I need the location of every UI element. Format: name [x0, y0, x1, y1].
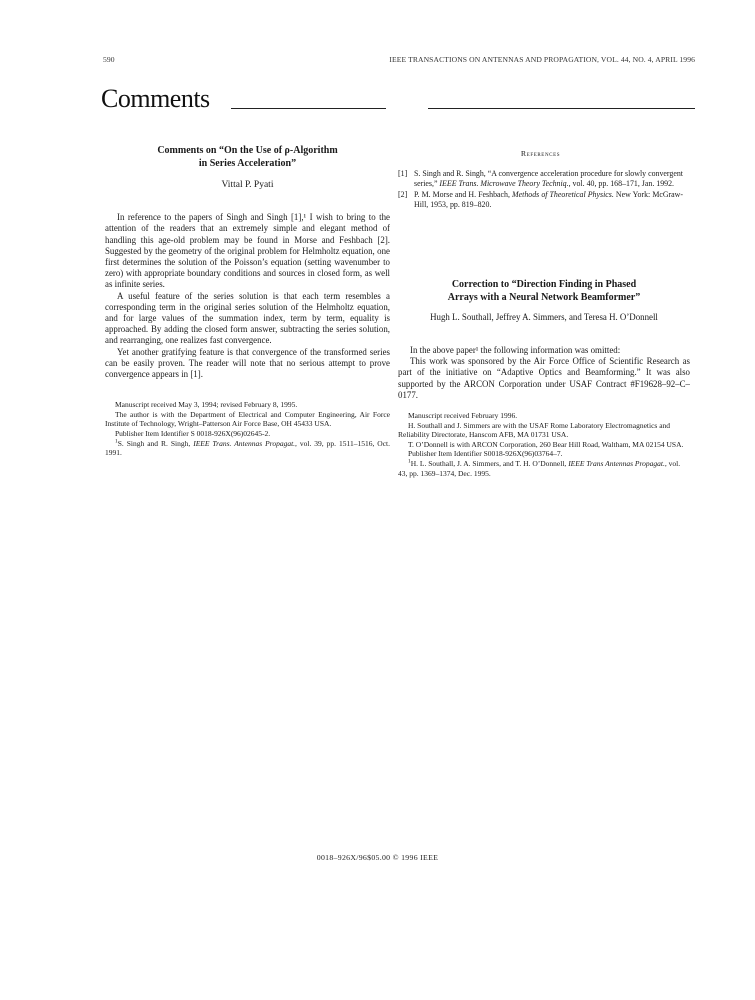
correction-article — [398, 278, 690, 478]
footnote-mark: 1 — [408, 458, 411, 465]
reference-journal: Methods of Theoretical Physics. — [512, 189, 614, 199]
paragraph: A useful feature of the series solution is that each term resembles a corresponding term in the original series solution of the Helmholtz equation, and for large values of the summation index, term by term, equality is approached. By adding the closed form answer, subtracting the series solution, and rearranging, one realizes fast convergence. — [105, 290, 390, 346]
paragraph: In reference to the papers of Singh and Singh [1],¹ I wish to bring to the attention of the readers that an extremely simple and elegant method of handling this age-old problem may be found in Morse and Feshbach [2]. Suggested by the geometry of the original problem for Helmholtz equation, one first determines the solution of the Poisson’s equation (setting wavenumber to zero) with appropriate boundary conditions and sources in closed form, as well as infinite series. — [105, 212, 390, 290]
references-heading: References — [520, 149, 561, 158]
title-line-2: Arrays with a Neural Network Beamformer” — [447, 292, 641, 303]
references-list — [398, 169, 683, 210]
paragraph: Yet another gratifying feature is that convergence of the transformed series can be easily proven. The reader will note that no serious attempt to prove convergence appears in [1]. — [105, 346, 390, 380]
comment-article-footnotes — [105, 400, 390, 458]
footnote: The author is with the Department of Electrical and Computer Engineering, Air Force Institute of Technology, Wright–Patterson Air Force Base, OH 45433 USA. — [105, 409, 390, 429]
title-line-2: in Series Acceleration” — [198, 157, 297, 169]
reference-item — [398, 169, 683, 189]
journal-header: IEEE TRANSACTIONS ON ANTENNAS AND PROPAGATION, VOL. 44, NO. 4, APRIL 1996 — [389, 55, 695, 64]
section-title: Comments — [101, 84, 210, 113]
footnote: Publisher Item Identifier S0018-926X(96)03764–7. — [408, 449, 563, 459]
title-line-1: Comments on “On the Use of ρ-Algorithm — [157, 145, 338, 156]
correction-article-title — [398, 278, 690, 304]
citation-authors: S. Singh and R. Singh, — [117, 438, 194, 448]
citation-details: , vol. 39, pp. 1511–1516, Oct. 1991. — [105, 438, 391, 458]
footnote: T. O’Donnell is with ARCON Corporation, 260 Bear Hill Road, Waltham, MA 02154 USA. — [408, 439, 684, 449]
reference-authors-title: P. M. Morse and H. Feshbach, — [414, 189, 513, 199]
correction-article-authors: Hugh L. Southall, Jeffrey A. Simmers, and Teresa H. O’Donnell — [430, 312, 658, 322]
comment-article — [105, 145, 390, 458]
citation-authors: H. L. Southall, J. A. Simmers, and T. H. O’Donnell, — [410, 458, 569, 468]
reference-item — [398, 190, 683, 210]
reference-number: [1] — [398, 169, 408, 179]
citation-details: , vol. 43, pp. 1369–1374, Dec. 1995. — [398, 458, 681, 478]
reference-details: New York: McGraw-Hill, 1953, pp. 819–820. — [414, 189, 683, 209]
footnote-citation — [398, 459, 690, 478]
reference-journal: IEEE Trans. Microwave Theory Techniq. — [439, 179, 569, 189]
footnote-mark: 1 — [115, 438, 118, 445]
citation-journal: IEEE Trans. Antennas Propagat. — [193, 438, 296, 448]
reference-text — [414, 190, 683, 210]
footnote-citation — [105, 439, 390, 458]
comment-article-title — [105, 145, 390, 170]
paragraph: In the above paper¹ the following information was omitted: — [410, 345, 621, 355]
paragraph: This work was sponsored by the Air Force Office of Scientific Research as part of the initiative on “Adaptive Optics and Beamforming.” It was also supported by the ARCON Corporation under USAF Contract #F19628–92–C–0177. — [398, 356, 690, 400]
reference-details: , vol. 40, pp. 168–171, Jan. 1992. — [568, 179, 675, 189]
correction-article-footnotes — [398, 411, 690, 478]
section-rule — [231, 108, 695, 109]
references-section — [398, 148, 683, 210]
running-head — [103, 55, 695, 67]
comment-article-body — [105, 212, 390, 380]
section-header — [101, 84, 695, 116]
footnote: Manuscript received February 1996. — [408, 411, 518, 421]
reference-number: [2] — [398, 189, 408, 199]
correction-article-body — [398, 345, 690, 401]
footnote: Publisher Item Identifier S 0018-926X(96)02645-2. — [115, 429, 271, 439]
footnote: Manuscript received May 3, 1994; revised February 8, 1995. — [115, 400, 298, 410]
footnote: H. Southall and J. Simmers are with the USAF Rome Laboratory Electromagnetics and Reliability Directorate, Hanscom AFB, MA 01731 USA. — [398, 420, 671, 440]
reference-text — [414, 169, 683, 189]
page-number: 590 — [103, 55, 115, 64]
title-line-1: Correction to “Direction Finding in Phased — [451, 279, 637, 290]
section-rule-gap — [386, 108, 428, 109]
reference-authors-title: S. Singh and R. Singh, “A convergence acceleration procedure for slowly convergent series,” — [414, 169, 683, 189]
comment-article-author: Vittal P. Pyati — [221, 180, 274, 190]
citation-journal: IEEE Trans Antennas Propagat. — [568, 458, 665, 468]
copyright-footer: 0018–926X/96$05.00 © 1996 IEEE — [316, 853, 439, 862]
